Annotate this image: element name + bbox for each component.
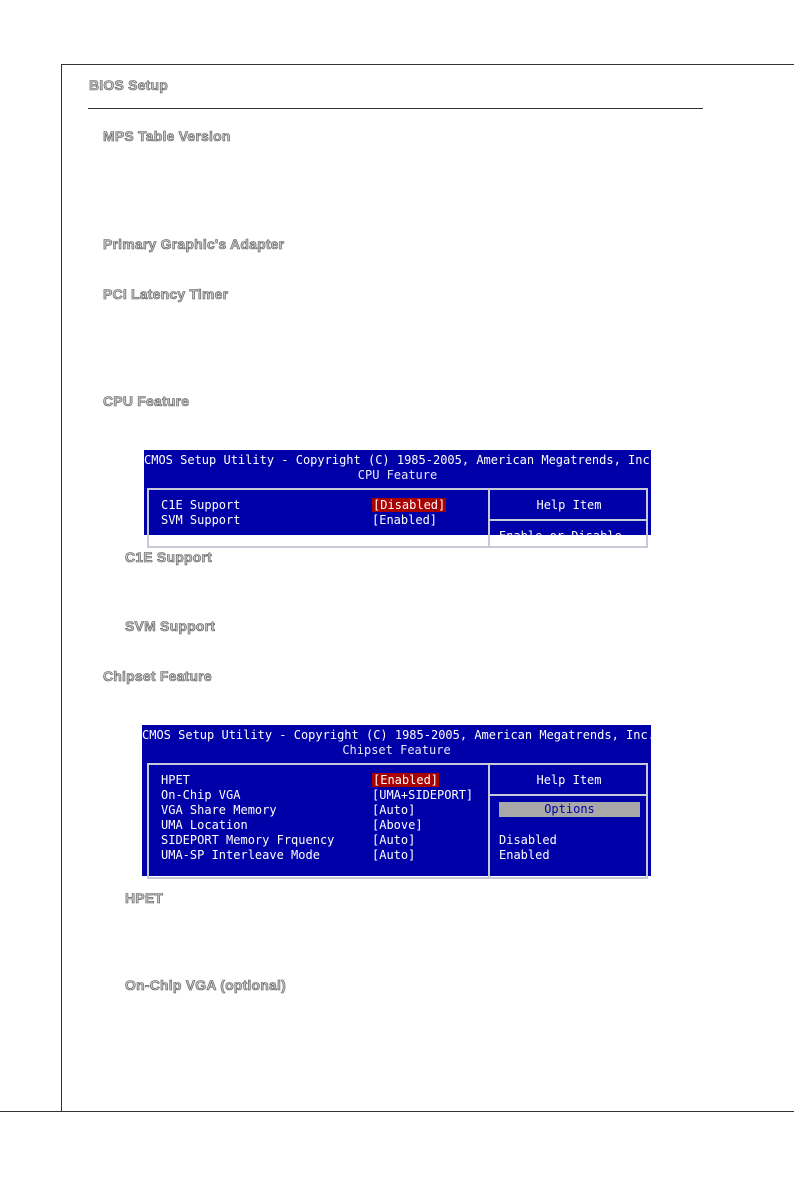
heading-c1e-support: C1E Support	[125, 549, 212, 565]
bios-value-svm-support[interactable]: [Enabled]	[372, 513, 438, 527]
bios-item-sideport-memory-frquency[interactable]: SIDEPORT Memory Frquency	[161, 833, 335, 847]
cpu-feature-bios-screen	[144, 450, 657, 543]
bios-value-on-chip-vga[interactable]: [UMA+SIDEPORT]	[372, 788, 474, 802]
chipset-feature-bios-screen	[142, 725, 655, 876]
bios-item-c1e-support[interactable]: C1E Support	[161, 498, 241, 512]
bios-item-on-chip-vga[interactable]: On-Chip VGA	[161, 788, 241, 802]
bios-help-text: Enable or Disable	[499, 529, 622, 543]
bios-option-enabled[interactable]: Enabled	[499, 848, 550, 862]
page-frame-bottom	[0, 1111, 794, 1112]
bios-help-title: Help Item	[536, 773, 602, 787]
bios-help-title: Help Item	[536, 498, 602, 512]
bios-item-svm-support[interactable]: SVM Support	[161, 513, 241, 527]
heading-cpu-feature: CPU Feature	[103, 393, 190, 409]
bios-value-sideport-memory-frquency[interactable]: [Auto]	[372, 833, 416, 847]
heading-primary-graphics-adapter: Primary Graphic's Adapter	[103, 236, 285, 252]
bios-item-hpet[interactable]: HPET	[161, 773, 190, 787]
bios-screen-subtitle: Chipset Feature	[342, 743, 451, 757]
bios-item-vga-share-memory[interactable]: VGA Share Memory	[161, 803, 277, 817]
bios-screen-subtitle: CPU Feature	[357, 468, 438, 482]
bios-item-uma-location[interactable]: UMA Location	[161, 818, 248, 832]
bios-help-divider	[488, 488, 490, 548]
bios-help-rule	[488, 519, 648, 521]
bios-item-uma-sp-interleave-mode[interactable]: UMA-SP Interleave Mode	[161, 848, 320, 862]
heading-svm-support: SVM Support	[125, 618, 216, 634]
page-frame-left	[61, 64, 62, 1112]
bios-help-rule	[488, 794, 648, 796]
bios-option-disabled[interactable]: Disabled	[499, 833, 557, 847]
heading-chipset-feature: Chipset Feature	[103, 668, 212, 684]
bios-copyright-title: CMOS Setup Utility - Copyright (C) 1985-2005, American Megatrends, Inc.	[144, 453, 657, 467]
bios-value-uma-sp-interleave-mode[interactable]: [Auto]	[372, 848, 416, 862]
heading-hpet: HPET	[125, 890, 164, 906]
bios-value-c1e-support[interactable]: [Disabled]	[373, 498, 446, 512]
heading-on-chip-vga: On-Chip VGA (optional)	[125, 977, 286, 993]
page-frame-top	[61, 64, 794, 65]
header-rule	[88, 108, 703, 109]
bios-options-header: Options	[499, 802, 640, 817]
bios-value-hpet[interactable]: [Enabled]	[373, 773, 439, 787]
bios-copyright-title: CMOS Setup Utility - Copyright (C) 1985-2005, American Megatrends, Inc.	[142, 728, 655, 742]
page-header-title: BIOS Setup	[89, 77, 169, 93]
heading-mps-table-version: MPS Table Version	[103, 128, 231, 144]
bios-value-uma-location[interactable]: [Above]	[372, 818, 423, 832]
heading-pci-latency-timer: PCI Latency Timer	[103, 286, 229, 302]
bios-value-vga-share-memory[interactable]: [Auto]	[372, 803, 416, 817]
